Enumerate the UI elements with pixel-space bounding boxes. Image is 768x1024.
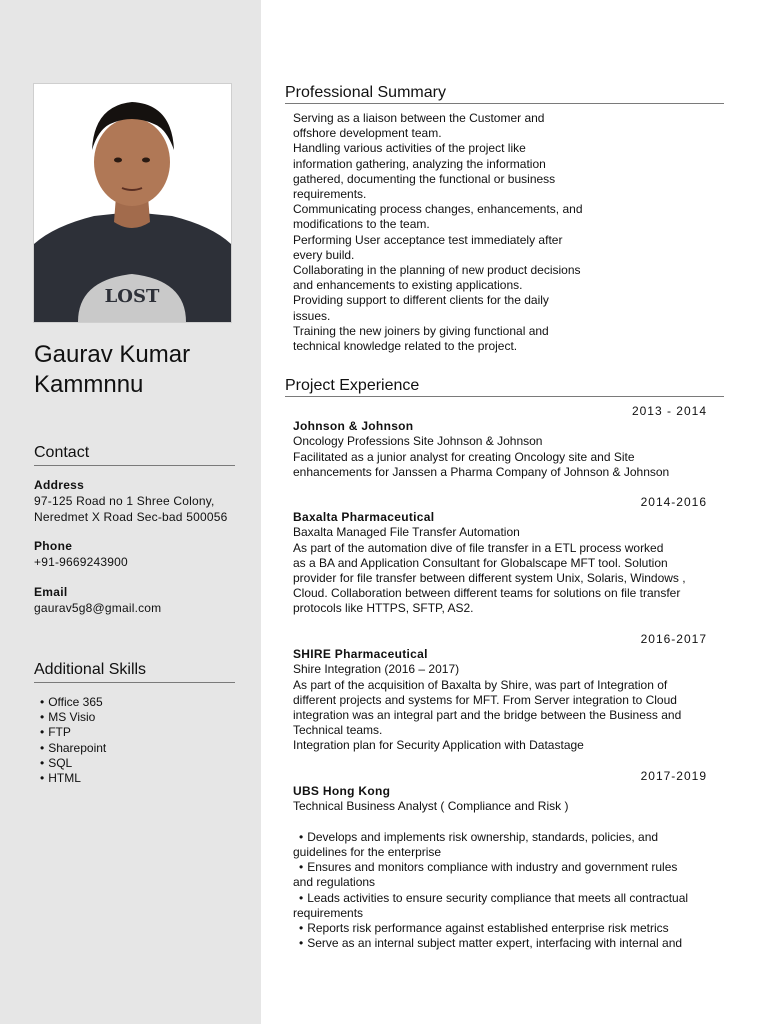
- project-line: Cloud. Collaboration between different teams for solutions on file transfer: [293, 586, 681, 601]
- summary-text: [293, 111, 613, 354]
- project-company: SHIRE Pharmaceutical: [293, 647, 428, 662]
- summary-line: Handling various activities of the project like: [293, 141, 526, 156]
- skill-item: • Office 365: [40, 695, 106, 710]
- project-date: 2016-2017: [640, 632, 707, 646]
- skills-list: [40, 695, 106, 786]
- project-line: As part of the automation dive of file transfer in a ETL process worked: [293, 540, 664, 555]
- project-entry: [293, 404, 713, 480]
- project-line: as a BA and Application Consultant for Globalscape MFT tool. Solution: [293, 555, 668, 570]
- project-line: protocols like HTTPS, SFTP, AS2.: [293, 601, 474, 616]
- summary-line: technical knowledge related to the project.: [293, 339, 518, 354]
- skill-item: • MS Visio: [40, 710, 106, 725]
- project-line: provider for file transfer between different system Unix, Solaris, Windows ,: [293, 571, 686, 586]
- project-line: Technical teams.: [293, 723, 383, 738]
- skill-item: • Sharepoint: [40, 741, 106, 756]
- summary-line: Communicating process changes, enhancements, and: [293, 202, 583, 217]
- project-bullet: • Develops and implements risk ownership, standards, policies, and: [293, 830, 713, 845]
- skills-heading: Additional Skills: [34, 661, 235, 683]
- summary-line: Performing User acceptance test immediately after: [293, 232, 563, 247]
- project-spacer: [293, 815, 713, 830]
- summary-line: Training the new joiners by giving functional and: [293, 323, 549, 338]
- project-bullet: • Leads activities to ensure security compliance that meets all contractual: [293, 891, 713, 906]
- project-line: Baxalta Managed File Transfer Automation: [293, 525, 520, 540]
- address-line-1: 97-125 Road no 1 Shree Colony,: [34, 494, 215, 508]
- phone-label: Phone: [34, 539, 73, 553]
- summary-line: requirements.: [293, 187, 367, 202]
- project-line: Shire Integration (2016 – 2017): [293, 662, 460, 677]
- project-line: Facilitated as a junior analyst for creating Oncology site and Site: [293, 449, 635, 464]
- project-company: UBS Hong Kong: [293, 784, 391, 799]
- project-date: 2017-2019: [640, 769, 707, 783]
- summary-line: Serving as a liaison between the Customer and: [293, 111, 545, 125]
- summary-line: and enhancements to existing applications.: [293, 278, 523, 293]
- project-line: As part of the acquisition of Baxalta by Shire, was part of Integration of: [293, 677, 668, 692]
- project-entry: [293, 632, 713, 754]
- address-label: Address: [34, 478, 85, 492]
- phone-value: +91-9669243900: [34, 555, 128, 569]
- skill-item: • HTML: [40, 771, 106, 786]
- project-entry: [293, 769, 713, 951]
- address-value: [34, 493, 227, 525]
- summary-line: issues.: [293, 308, 331, 323]
- project-company: Baxalta Pharmaceutical: [293, 510, 435, 525]
- name-line-2: Kammnnu: [34, 371, 144, 398]
- project-line: Integration plan for Security Application with Datastage: [293, 738, 584, 753]
- project-line: integration was an integral part and the bridge between the Business and: [293, 708, 682, 723]
- skill-item: • SQL: [40, 756, 106, 771]
- project-bullet-continuation: requirements: [293, 905, 364, 920]
- project-date: 2014-2016: [640, 495, 707, 509]
- email-value: gaurav5g8@gmail.com: [34, 601, 162, 615]
- summary-heading: Professional Summary: [285, 84, 724, 104]
- project-bullet: • Ensures and monitors compliance with industry and government rules: [293, 860, 713, 875]
- contact-heading: Contact: [34, 444, 235, 466]
- summary-line: modifications to the team.: [293, 217, 430, 232]
- summary-line: every build.: [293, 247, 355, 262]
- project-line: Technical Business Analyst ( Compliance and Risk ): [293, 799, 569, 814]
- project-line: different projects and systems for MFT. From Server integration to Cloud: [293, 692, 677, 707]
- project-bullet: • Reports risk performance against established enterprise risk metrics: [293, 921, 713, 936]
- email-label: Email: [34, 585, 68, 599]
- project-date: 2013 - 2014: [631, 404, 707, 418]
- project-line: enhancements for Janssen a Pharma Company of Johnson & Johnson: [293, 464, 670, 479]
- summary-line: gathered, documenting the functional or business: [293, 171, 556, 186]
- project-company: Johnson & Johnson: [293, 419, 414, 434]
- skill-item: • FTP: [40, 725, 106, 740]
- project-entry: [293, 495, 713, 617]
- project-bullet: • Serve as an internal subject matter expert, interfacing with internal and: [293, 936, 713, 951]
- profile-photo: [33, 83, 232, 323]
- project-bullet-continuation: guidelines for the enterprise: [293, 845, 442, 859]
- svg-text:LOST: LOST: [104, 286, 160, 307]
- name-line-1: Gaurav Kumar: [34, 341, 191, 368]
- profile-name: [34, 340, 249, 400]
- summary-line: Providing support to different clients for the daily: [293, 293, 549, 308]
- address-line-2: Neredmet X Road Sec-bad 500056: [34, 510, 228, 524]
- summary-line: Collaborating in the planning of new product decisions: [293, 263, 581, 278]
- summary-line: information gathering, analyzing the information: [293, 156, 546, 171]
- summary-line: offshore development team.: [293, 126, 442, 141]
- project-line: Oncology Professions Site Johnson & Johnson: [293, 434, 543, 449]
- project-bullet-continuation: and regulations: [293, 875, 376, 890]
- experience-heading: Project Experience: [285, 377, 724, 397]
